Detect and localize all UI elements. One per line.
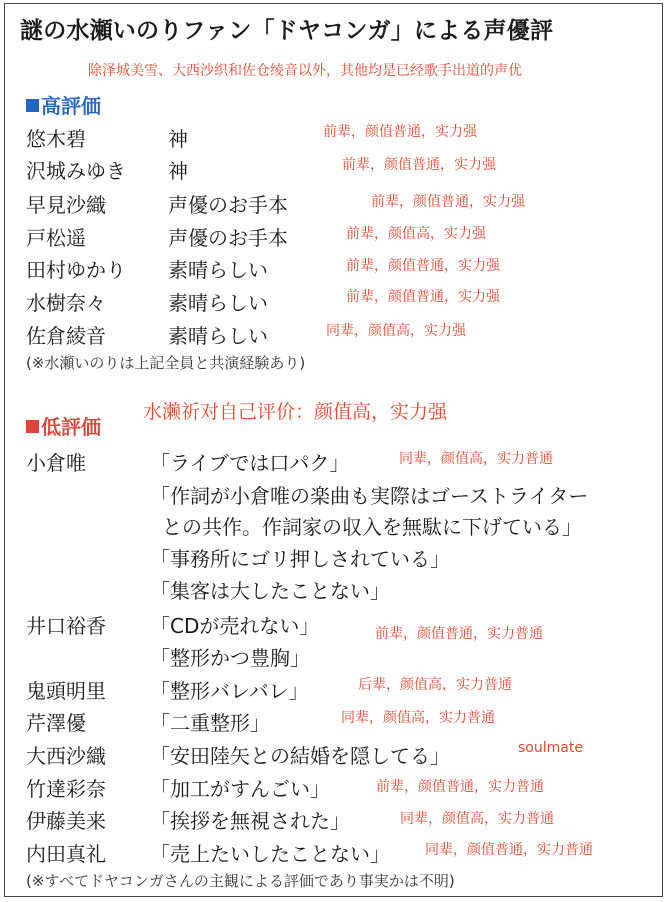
red-square-icon (26, 420, 39, 433)
high-name: 佐倉綾音 (26, 324, 106, 348)
low-name: 小倉唯 (26, 451, 86, 475)
self-evaluation-note: 水濑祈对自己评价：颜值高，实力强 (143, 401, 448, 423)
page-title: 謎の水瀬いのりファン「ドヤコンガ」による声優評 (20, 18, 554, 44)
low-remark: 同辈，颜值高，实力普通 (341, 710, 495, 726)
low-remark: 前辈，颜值普通，实力普通 (375, 626, 543, 642)
low-section-heading (26, 411, 101, 440)
high-eval: 声優のお手本 (168, 226, 288, 250)
high-remark: 前辈，颜值普通，实力强 (346, 289, 500, 305)
high-remark: 前辈，颜值高，实力强 (346, 226, 486, 242)
low-name: 鬼頭明里 (26, 679, 106, 703)
low-name: 芹澤優 (26, 711, 86, 735)
low-name: 大西沙織 (26, 744, 106, 768)
high-eval: 素晴らしい (168, 324, 268, 348)
low-quote: 「事務所にゴリ押しされている」 (150, 547, 450, 571)
low-quote: 「売上たいしたことない」 (150, 842, 390, 866)
high-section-heading (26, 90, 101, 119)
high-name: 沢城みゆき (26, 159, 126, 183)
high-eval: 神 (168, 159, 188, 183)
low-quote: 「安田陸矢との結婚を隠してる」 (150, 744, 450, 768)
high-eval: 神 (168, 127, 188, 151)
high-remark: 前辈，颜值普通，实力强 (342, 157, 496, 173)
high-eval: 声優のお手本 (168, 193, 288, 217)
low-remark: 后辈，颜值高，实力普通 (358, 677, 512, 693)
low-remark: 同辈，颜值普通，实力普通 (425, 842, 593, 858)
high-eval: 素晴らしい (168, 291, 268, 315)
high-name: 悠木碧 (26, 127, 86, 151)
low-footnote: (※すべてドヤコンガさんの主観による評価であり事実かは不明) (26, 872, 455, 890)
high-name: 戸松遥 (26, 226, 86, 250)
high-eval: 素晴らしい (168, 258, 268, 282)
high-footnote: (※水瀬いのりは上記全員と共演経験あり) (26, 354, 306, 372)
high-heading-label: 高評価 (41, 94, 101, 118)
low-remark: soulmate (518, 740, 583, 756)
high-name: 水樹奈々 (26, 291, 106, 315)
low-quote: 「作詞が小倉唯の楽曲も実際はゴーストライター (150, 484, 589, 508)
low-quote: 「整形バレバレ」 (150, 679, 309, 703)
low-quote: 「加工がすんごい」 (150, 777, 330, 801)
low-quote: 「整形かつ豊胸」 (150, 646, 310, 670)
high-name: 早見沙織 (26, 193, 106, 217)
high-remark: 前辈，颜值普通，实力强 (346, 258, 500, 274)
low-quote: との共作。作詞家の収入を無駄に下げている」 (162, 515, 582, 539)
high-remark: 前辈，颜值普通，实力强 (323, 124, 477, 140)
high-remark: 前辈，颜值普通，实力强 (371, 194, 525, 210)
low-quote: 「挨拶を無視された」 (150, 809, 350, 833)
low-name: 井口裕香 (26, 614, 106, 638)
low-name: 伊藤美来 (26, 809, 106, 833)
low-name: 竹達彩奈 (26, 777, 106, 801)
blue-square-icon (26, 99, 39, 112)
top-annotation: 除泽城美雪、大西沙织和佐仓绫音以外，其他均是已经歌手出道的声优 (88, 63, 522, 79)
low-quote: 「ライブでは口パク」 (150, 451, 350, 475)
low-quote: 「集客は大したことない」 (150, 579, 390, 603)
low-remark: 同辈，颜值高，实力普通 (400, 811, 554, 827)
low-remark: 同辈，颜值高，实力普通 (399, 451, 553, 467)
low-quote: 「二重整形」 (150, 711, 270, 735)
low-name: 内田真礼 (26, 842, 106, 866)
low-quote: 「CDが売れない」 (150, 614, 320, 638)
high-name: 田村ゆかり (26, 258, 126, 282)
low-remark: 前辈，颜值普通，实力普通 (376, 779, 544, 795)
high-remark: 同辈，颜值高，实力强 (326, 323, 466, 339)
low-heading-label: 低評価 (41, 415, 101, 439)
